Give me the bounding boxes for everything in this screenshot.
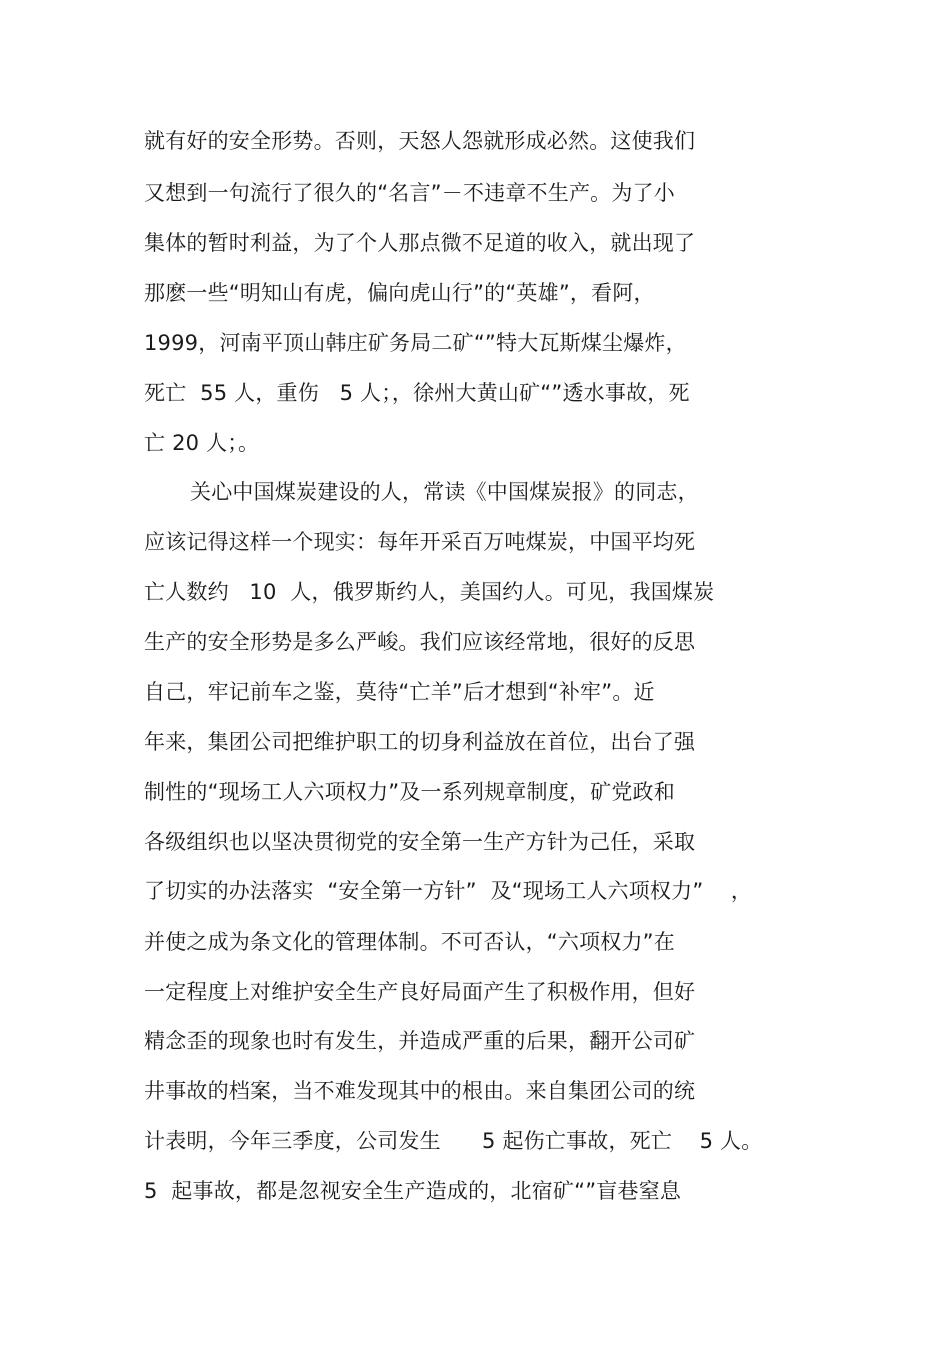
text-line: 生产的安全形势是多么严峻。我们应该经常地，很好的反思 <box>144 630 696 654</box>
text-line: 一定程度上对维护安全生产良好局面产生了积极作用，但好 <box>144 980 696 1004</box>
text-line: 那麽一些“明知山有虎，偏向虎山行”的“英雄”，看阿， <box>144 281 655 305</box>
text-line: 亡人数约 10 人，俄罗斯约人，美国约人。可见，我国煤炭 <box>144 580 715 604</box>
text-line: 亡 20 人；。 <box>144 431 260 455</box>
text-line: 就有好的安全形势。否则，天怒人怨就形成必然。这使我们 <box>144 129 696 153</box>
text-line: 井事故的档案，当不难发现其中的根由。来自集团公司的统 <box>144 1079 696 1103</box>
text-line: 死亡 55 人，重伤 5 人；，徐州大黄山矿“”透水事故，死 <box>144 381 690 405</box>
text-line: 各级组织也以坚决贯彻党的安全第一生产方针为己任，采取 <box>144 830 696 854</box>
text-line: 1999，河南平顶山韩庄矿务局二矿“”特大瓦斯煤尘爆炸， <box>144 331 687 355</box>
text-line: 应该记得这样一个现实：每年开采百万吨煤炭，中国平均死 <box>144 530 696 554</box>
text-line: 年来，集团公司把维护职工的切身利益放在首位，出台了强 <box>144 730 696 754</box>
text-line: 5 起事故，都是忽视安全生产造成的，北宿矿“”盲巷窒息 <box>144 1179 682 1203</box>
paragraph-first-line: 关心中国煤炭建设的人，常读《中国煤炭报》的同志， <box>190 480 699 504</box>
text-line: 精念歪的现象也时有发生，并造成严重的后果，翻开公司矿 <box>144 1029 696 1053</box>
text-line: 集体的暂时利益，为了个人那点微不足道的收入，就出现了 <box>144 231 696 255</box>
text-line: 又想到一句流行了很久的“名言”－不违章不生产。为了小 <box>144 181 675 205</box>
text-line: 并使之成为条文化的管理体制。不可否认，“六项权力”在 <box>144 930 675 954</box>
text-line: 制性的“现场工人六项权力”及一系列规章制度，矿党政和 <box>144 780 675 804</box>
text-line: 了切实的办法落实 “安全第一方针” 及“现场工人六项权力” ， <box>144 879 753 903</box>
text-line: 自己，牢记前车之鉴，莫待“亡羊”后才想到“补牢”。近 <box>144 680 655 704</box>
text-line: 计表明，今年三季度，公司发生 5 起伤亡事故，死亡 5 人。 <box>144 1129 763 1153</box>
